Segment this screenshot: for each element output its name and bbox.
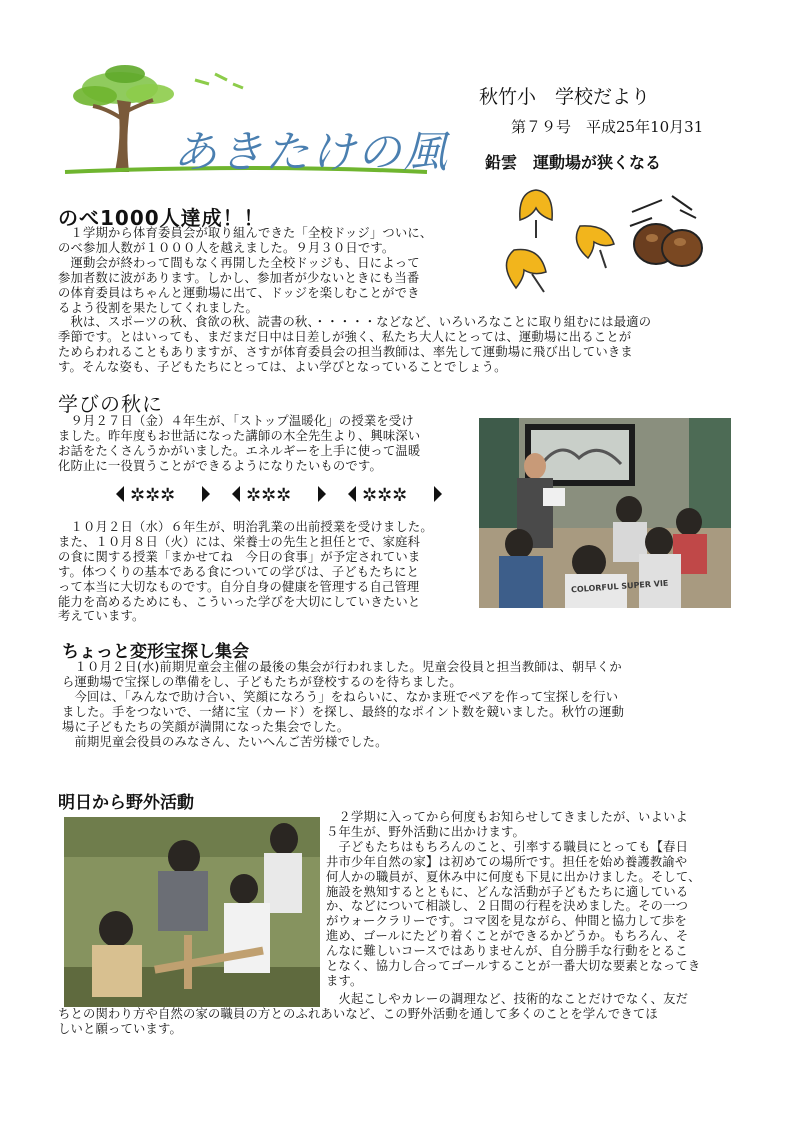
section2-body-a [58, 414, 478, 474]
text-line: 季節です。とはいっても、まだまだ日中は日差しが強く、私たち大人にとっては、運動場に出ることが [58, 330, 632, 345]
text-line: 何人かの職員が、夏休み中に何度も下見に出かけました。そして、 [326, 869, 701, 884]
text-line: 今回は、「みんなで助け合い、笑顔になろう」をねらいに、なかま班でペアを作って宝探しを行い [62, 689, 619, 704]
text-line: お話をたくさんうかがいました。エネルギーを上手に使って温暖 [58, 443, 421, 458]
text-line: しいと願っています。 [58, 1021, 182, 1036]
outdoor-photo [64, 817, 320, 1007]
text-line: す。そんな姿も、子どもたちにとっては、よい学びとなっていることでしょう。 [58, 360, 507, 375]
text-line: るよう役割を果たしてくれました。 [58, 300, 258, 315]
text-line: ９月２７日（金）４年生が、「ストップ温暖化」の授業を受け [58, 414, 414, 428]
section2-heading: 学びの秋に [58, 392, 163, 416]
text-line: か、などについて相談し、２日間の行程を決めました。その一つ [326, 899, 689, 914]
text-line: 進め、ゴールにたどり着くことができるかどうか。もちろん、そ [326, 929, 689, 944]
text-line: １０月２日（水）６年生が、明治乳業の出前授業を受けました。 [58, 520, 433, 534]
text-line: となく、協力し合ってゴールすることが一番大切な要素となってき [326, 959, 701, 974]
svg-text:✲✲✲: ✲✲✲ [130, 485, 176, 506]
text-line: 施設を熟知するとともに、どんな活動が子どもたちに適している [326, 884, 689, 899]
text-line: 化防止に一役買うことができるようになりたいものです。 [58, 458, 382, 473]
text-line: の食に関する授業「まかせてね 今日の食事」が予定されていま [58, 549, 421, 564]
text-line: ５年生が、野外活動に出かけます。 [326, 824, 525, 839]
logo-title: あきたけの風 [173, 127, 449, 178]
text-line: ました。手をつないで、一緒に宝（カード）を探し、最終的なポイント数を競いました。秋竹の運動 [62, 704, 625, 719]
text-line: のべ参加人数が１０００人を越えました。９月３０日です。 [58, 240, 395, 255]
section3-heading: ちょっと変形宝探し集会 [62, 642, 249, 662]
text-line: 場に子どもたちの笑顔が満開になった集会でした。 [62, 719, 350, 734]
text-line: １０月２日(水)前期児童会主催の最後の集会が行われました。児童会役員と担当教師は、朝早くか [62, 660, 622, 674]
text-line: ためらわれることもありますが、さすが体育委員会の担当教師は、率先して運動場に飛び出していきま [58, 345, 633, 360]
text-line: 参加者数に波があります。しかし、参加者が少ないときにも当番 [58, 270, 420, 285]
text-line: ２学期に入ってから何度もお知らせしてきましたが、いよいよ [326, 810, 689, 824]
text-line: 秋は、スポーツの秋、食欲の秋、読書の秋、・・・・・などなど、いろいろなことに取り組むには最適の [58, 315, 652, 330]
classroom-photo [479, 418, 731, 608]
text-line: ます。 [326, 973, 363, 988]
text-line: んなに難しいコースではありませんが、自分勝手な行動をとるこ [326, 944, 688, 959]
motto: 鉛雲 運動場が狭くなる [485, 153, 662, 172]
masthead [55, 60, 755, 200]
text-line: 考えています。 [58, 609, 145, 624]
issue-line: 第７９号 平成25年10月31 [511, 118, 704, 136]
flower-divider-icon [112, 480, 452, 508]
section4-body-a [326, 810, 746, 989]
text-line: がウォークラリーです。コマ図を見ながら、仲間と協力して歩を [326, 914, 687, 929]
text-line: ちとの関わり方や自然の家の職員の方とのふれあいなど、この野外活動を通して多くのことを学んできてほ [58, 1006, 658, 1021]
text-line: ました。昨年度もお世話になった講師の木全先生より、興味深い [58, 428, 421, 443]
text-line: って本当に大切なものです。自分自身の健康を管理する自己管理 [58, 579, 420, 594]
section3-body [62, 660, 752, 749]
text-line: 運動会が終わって間もなく再開した全校ドッジも、日によって [58, 255, 420, 270]
section1-body [58, 226, 748, 375]
text-line: 前期児童会役員のみなさん、たいへんご苦労様でした。 [62, 734, 388, 749]
section4-heading: 明日から野外活動 [58, 793, 194, 813]
text-line: 井市少年自然の家】は初めての場所です。担任を始め養護教諭や [326, 854, 688, 869]
text-line: ら運動場で宝探しの準備をし、子どもたちが登校するのを待ちました。 [62, 674, 462, 689]
section1-heading: のべ1000人達成！！ [58, 206, 265, 230]
text-line: 火起こしやカレーの調理など、技術的なことだけでなく、友だ [326, 992, 689, 1006]
text-line: 子どもたちはもちろんのこと、引率する職員にとっても【春日 [326, 839, 689, 854]
text-line: す。体つくりの基本である食についての学びは、子どもたちにと [58, 564, 420, 579]
text-line: １学期から体育委員会が取り組んできた「全校ドッジ」ついに、 [58, 226, 433, 240]
section2-body-b [58, 520, 478, 624]
section4-body-b [58, 992, 748, 1037]
text-line: また、１０月８日（火）には、栄養士の先生と担任とで、家庭科 [58, 534, 421, 549]
shirt-text: COLORFUL SUPER VIE [570, 578, 669, 595]
school-name: 秋竹小 学校だより [479, 86, 651, 108]
text-line: 能力を高めるためにも、こういった学びを大切にしていきたいと [58, 594, 421, 609]
text-line: の体育委員はちゃんと運動場に出て、ドッジを楽しむことができ [58, 285, 420, 300]
